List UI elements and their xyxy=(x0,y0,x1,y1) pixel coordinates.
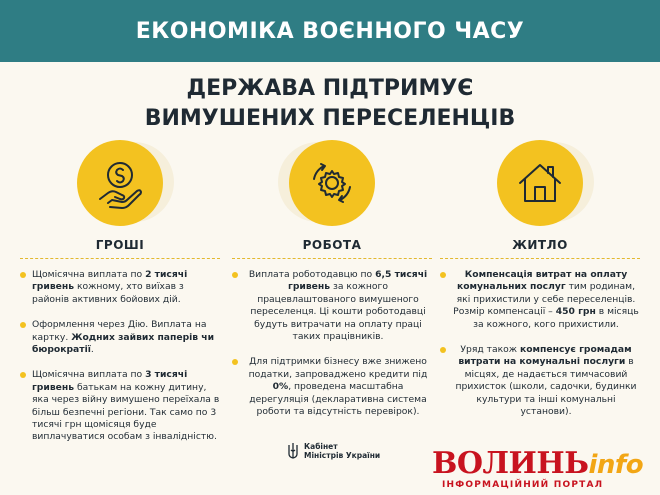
column-title: РОБОТА xyxy=(302,238,362,252)
list-item: Для підтримки бізнесу вже знижено податки, запроваджено кредити під 0%, проведена масштабна дерегуляція (декларативна система роботи та відсутність перевірок). xyxy=(232,356,432,418)
bullet-dot xyxy=(20,272,26,278)
bullet-dot xyxy=(440,272,446,278)
list-item: Оформлення через Дію. Виплата на картку. Жодних зайвих паперів чи бюрократії. xyxy=(20,319,220,356)
divider xyxy=(440,258,640,259)
house-icon xyxy=(497,140,583,226)
column-housing xyxy=(440,140,640,431)
top-banner xyxy=(0,0,660,62)
divider xyxy=(232,258,432,259)
hand-coin-icon xyxy=(77,140,163,226)
brand-suffix: info xyxy=(588,450,644,480)
headline-line-2: ВИМУШЕНИХ ПЕРЕСЕЛЕНЦІВ xyxy=(144,106,516,131)
cabinet-logo[interactable] xyxy=(288,442,380,460)
gov-line-1: Кабінет xyxy=(304,442,338,451)
list-item: Уряд також компенсує громадам витрати на комунальні послуги в місцях, де надається тимчасовий прихисток (школи, садочки, будинки культури та інші комунальні установи). xyxy=(440,344,640,418)
brand-main: ВОЛИНЬ xyxy=(432,446,589,481)
site-logo[interactable] xyxy=(432,446,660,495)
bullet-dot xyxy=(232,359,238,365)
headline-line-1: ДЕРЖАВА ПІДТРИМУЄ xyxy=(186,76,474,101)
column-title: ЖИТЛО xyxy=(512,238,568,252)
bullet-dot xyxy=(20,322,26,328)
bullet-dot xyxy=(440,347,446,353)
list-item: Компенсація витрат на оплату комунальних послуг тим родинам, які прихистили у себе переселенців. Розмір компенсації – 450 грн в місяць за кожного, кого прихистили. xyxy=(440,269,640,331)
column-title: ГРОШІ xyxy=(95,238,145,252)
banner-title: ЕКОНОМІКА ВОЄННОГО ЧАСУ xyxy=(135,18,525,44)
divider xyxy=(20,258,220,259)
list-item: Щомісячна виплата по 2 тисячі гривень кожному, хто виїхав з районів активних бойових дій. xyxy=(20,269,220,306)
column-work xyxy=(232,140,432,431)
brand-tagline: ІНФОРМАЦІЙНИЙ ПОРТАЛ xyxy=(442,480,604,490)
list-item: Щомісячна виплата по 3 тисячі гривень батькам на кожну дитину, яка через війну вимушено переїхала в більш безпечні регіони. Так само по 3 тисячі грн щомісяця буде виплачуватися особам з інвалідністю. xyxy=(20,369,220,443)
gov-line-2: Міністрів України xyxy=(304,451,381,460)
trident-icon xyxy=(288,442,298,460)
page-headline xyxy=(0,74,660,134)
bullet-dot xyxy=(20,372,26,378)
gear-cycle-icon xyxy=(289,140,375,226)
list-item: Виплата роботодавцю по 6,5 тисячі гривень за кожного працевлаштованого вимушеного переселенця. Ці кошти роботодавці будуть витрачати на оплату праці таких працівників. xyxy=(232,269,432,343)
bullet-dot xyxy=(232,272,238,278)
column-money xyxy=(20,140,220,457)
